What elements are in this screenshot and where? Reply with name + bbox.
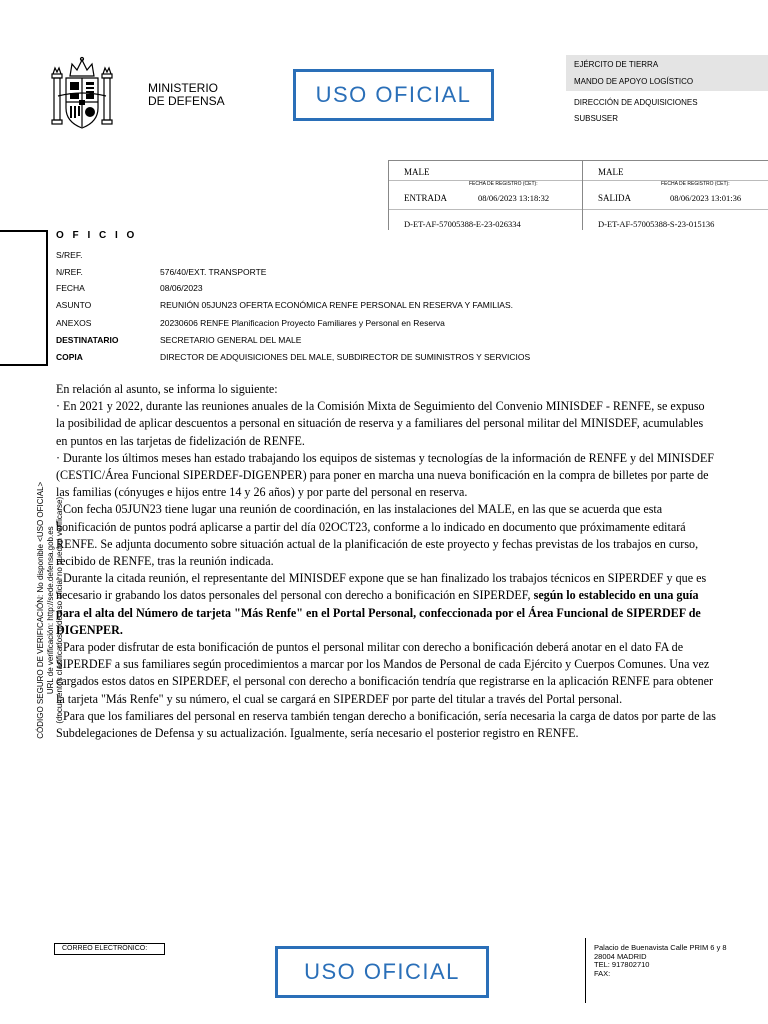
- registry-entry-box: [388, 160, 582, 230]
- verification-line-3: (documentos clasificados o de uso oficial no pueden verificarse): [54, 496, 64, 724]
- anexos-value: 20230606 RENFE Planificacion Proyecto Familiares y Personal en Reserva: [160, 318, 445, 328]
- email-label: CORREO ELECTRÓNICO:: [54, 943, 165, 955]
- org-subunit: SUBSUSER: [574, 114, 619, 123]
- registry-exit-code: D-ET-AF-57005388-S-23-015136: [598, 219, 715, 229]
- bracket-mask: [0, 232, 30, 364]
- classification-stamp-top: USO OFICIAL: [293, 69, 494, 121]
- address-fax: FAX:: [594, 968, 611, 978]
- registry-exit-date-label: FECHA DE REGISTRO (CET):: [661, 181, 730, 187]
- footer-address: [594, 944, 727, 978]
- verification-line-1: CÓDIGO SEGURO DE VERIFICACIÓN: No disponible <USO OFICIAL>: [35, 481, 45, 739]
- registry-entry-type: ENTRADA: [404, 193, 447, 203]
- coat-of-arms-icon: [50, 56, 114, 132]
- org-command: MANDO DE APOYO LOGÍSTICO: [574, 77, 694, 86]
- body-paragraph-2: · Durante los últimos meses han estado trabajando los equipos de sistemas y tecnologías de la información de RENFE y del MINISDEF (CESTIC/Área Funcional SIPERDEF-DIGENPER) para poner en marcha una nueva bonificación en la compra de billetes por parte de las familias (cónyuges e hijos entre 14 y 26 años) y por parte del personal en reserva.: [56, 450, 714, 500]
- address-line-2: 28004 MADRID: [594, 951, 647, 961]
- sref-label: S/REF.: [56, 250, 83, 260]
- registry-entry-date-label: FECHA DE REGISTRO (CET):: [469, 181, 538, 187]
- registry-divider: [583, 209, 768, 210]
- body-paragraph-4-text: · Durante la citada reunión, el representante del MINISDEF expone que se han finalizado los trabajos técnicos en SIPERDEF y que es necesario ir grabando los datos personales del personal con derecho a bonificación en SIPERDEF,: [56, 571, 707, 603]
- registry-exit-box: [582, 160, 768, 230]
- fecha-value: 08/06/2023: [160, 283, 203, 293]
- footer-divider: [585, 938, 586, 1003]
- oficio-title: O F I C I O: [56, 230, 138, 241]
- address-tel: TEL: 917802710: [594, 960, 650, 970]
- address-line-1: Palacio de Buenavista Calle PRIM 6 y 8: [594, 943, 727, 952]
- registry-divider: [389, 209, 582, 210]
- document-body: [56, 381, 716, 742]
- nref-value: 576/40/EXT. TRANSPORTE: [160, 267, 267, 277]
- copia-value: DIRECTOR DE ADQUISICIONES DEL MALE, SUBDIRECTOR DE SUMINISTROS Y SERVICIOS: [160, 352, 531, 362]
- registry-exit-datetime: 08/06/2023 13:01:36: [670, 193, 742, 203]
- verification-line-2: URL de verificación: http://sede.defensa.gob.es: [45, 526, 55, 695]
- destinatario-label: DESTINATARIO: [56, 335, 119, 345]
- classification-stamp-bottom: USO OFICIAL: [275, 946, 489, 998]
- registry-entry-datetime: 08/06/2023 13:18:32: [478, 193, 550, 203]
- asunto-value: REUNIÓN 05JUN23 OFERTA ECONÓMICA RENFE PERSONAL EN RESERVA Y FAMILIAS.: [160, 300, 514, 310]
- verification-note: [36, 380, 65, 840]
- ministry-line-1: MINISTERIO: [148, 81, 219, 95]
- org-directorate: DIRECCIÓN DE ADQUISICIONES: [574, 98, 698, 107]
- ministry-line-2: DE DEFENSA: [148, 94, 225, 108]
- org-army: EJÉRCITO DE TIERRA: [574, 60, 659, 69]
- registry-entry-unit: MALE: [404, 167, 430, 177]
- body-paragraph-3: · Con fecha 05JUN23 tiene lugar una reunión de coordinación, en las instalaciones del MALE, en las que se acuerda que esta bonificación de puntos podrá aplicarse a partir del día 02OCT23, conforme a lo indicado en documento que próximamente editará RENFE. Se adjunta documento sobre situación actual de la planificación de este proyecto y fechas previstas de los trabajos en curso, recibido de RENFE, tras la reunión indicada.: [56, 502, 699, 569]
- body-intro: En relación al asunto, se informa lo siguiente:: [56, 382, 278, 396]
- ministry-name: [148, 82, 225, 108]
- anexos-label: ANEXOS: [56, 318, 92, 328]
- registry-exit-type: SALIDA: [598, 193, 631, 203]
- body-paragraph-5: · Para poder disfrutar de esta bonificación de puntos el personal militar con derecho a bonificación deberá anotar en el dato FA de SIPERDEF a sus familiares según procedimientos a marcar por los Mandos de Personal de cada Ejército y Cuerpos Comunes. Una vez cargados estos datos en SIPERDEF, el personal con derecho a bonificación tendría que registrarse en la aplicación RENFE para obtener la tarjeta "Más Renfe" y su número, el cual se cargará en SIPERDEF por parte del titular a través del Portal personal.: [56, 640, 714, 706]
- fecha-label: FECHA: [56, 283, 85, 293]
- copia-label: COPIA: [56, 352, 83, 362]
- destinatario-value: SECRETARIO GENERAL DEL MALE: [160, 335, 302, 345]
- registry-entry-code: D-ET-AF-57005388-E-23-026334: [404, 219, 521, 229]
- registry-exit-unit: MALE: [598, 167, 624, 177]
- asunto-label: ASUNTO: [56, 300, 92, 310]
- body-paragraph-4-bold: según lo establecido en una guía para el alta del Número de tarjeta "Más Renfe" en el Portal Personal, confeccionada por el Área Funcional de SIPERDEF de DIGENPER.: [56, 588, 701, 637]
- body-paragraph-4: [56, 570, 716, 639]
- nref-label: N/REF.: [56, 267, 83, 277]
- body-paragraph-1: · En 2021 y 2022, durante las reuniones anuales de la Comisión Mixta de Seguimiento del Convenio MINISDEF - RENFE, se expuso la posibilidad de aplicar descuentos a personal en situación de reserva y a familiares del personal militar del MINISDEF, acumulables en puntos en las tarjetas de fidelización de RENFE.: [56, 399, 705, 448]
- body-paragraph-6: · Para que los familiares del personal en reserva también tengan derecho a bonificación, sería necesaria la carga de datos por parte de las Subdelegaciones de Defensa y su actualización. Igualmente, sería necesario el posterior registro en RENFE.: [56, 708, 716, 741]
